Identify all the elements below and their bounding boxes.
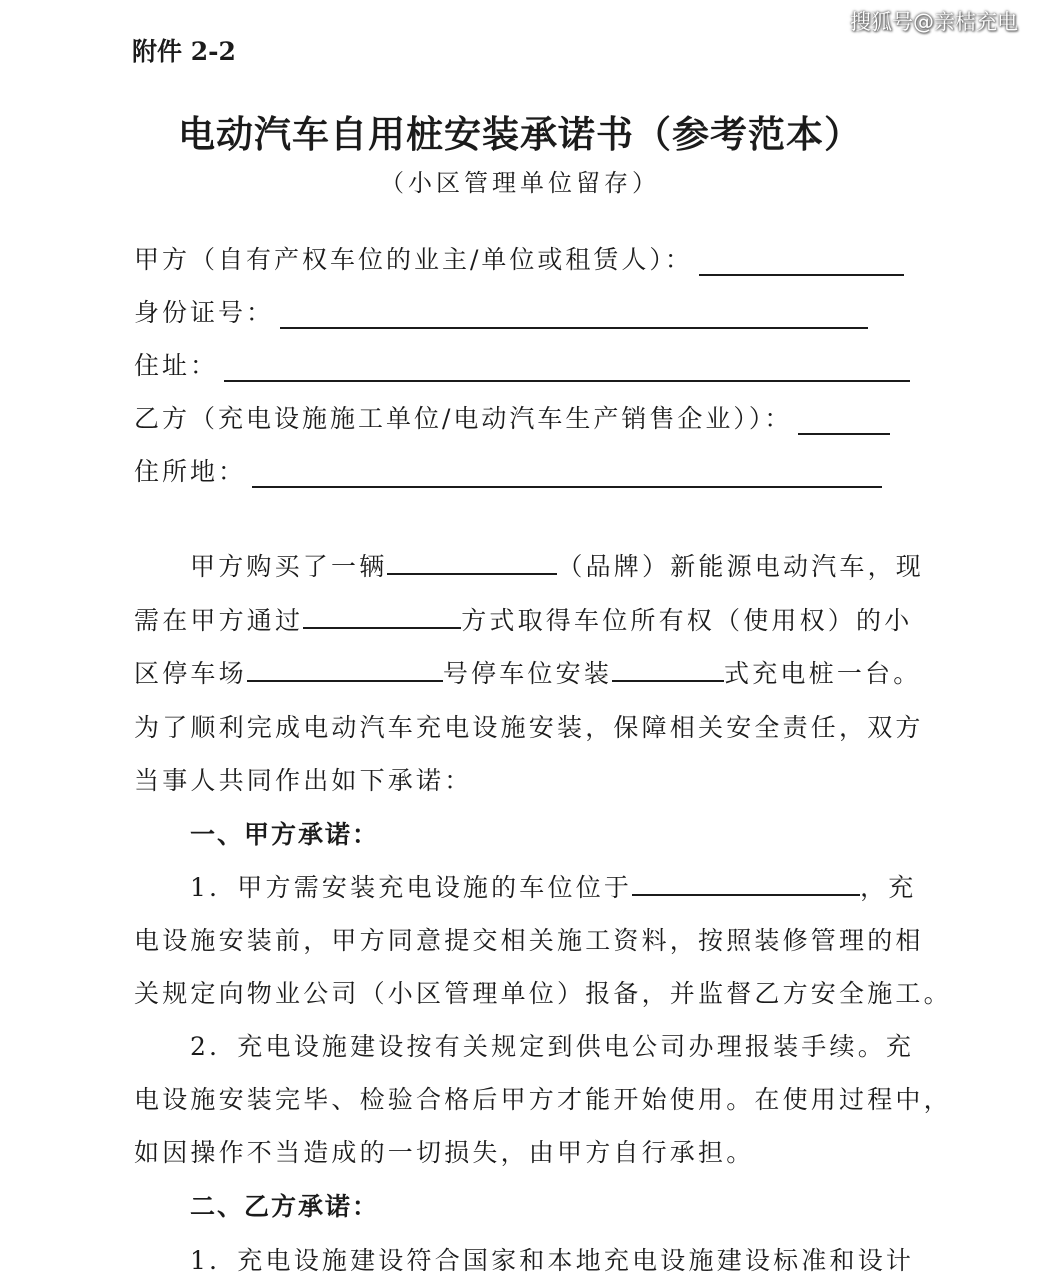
intro-text: 需在甲方通过 [134,606,304,635]
party-b-blank[interactable] [798,409,890,435]
intro-text: （品牌）新能源电动汽车，现 [557,552,925,581]
document-title: 电动汽车自用桩安装承诺书（参考范本） [178,112,862,156]
party-a-field [134,240,904,276]
section-b-heading: 二、乙方承诺： [190,1192,380,1221]
id-number-label: 身份证号： [134,298,275,327]
a2-line-2: 电设施安装完毕、检验合格后甲方才能开始使用。在使用过程中， [134,1085,952,1114]
party-a-label: 甲方（自有产权车位的业主/单位或租赁人）： [134,245,693,274]
intro-line-2 [134,601,913,637]
address-blank[interactable] [224,356,910,382]
intro-text: 区停车场 [134,659,247,688]
party-b-label: 乙方（充电设施施工单位/电动汽车生产销售企业））： [134,404,793,433]
party-a-blank[interactable] [699,250,904,276]
watermark: 搜狐号@亲桔充电 [850,10,1018,34]
a1-line-3: 关规定向物业公司（小区管理单位）报备，并监督乙方安全施工。 [134,979,952,1008]
intro-text: 式充电桩一台。 [724,659,922,688]
charger-type-blank[interactable] [612,658,724,682]
space-location-blank[interactable] [632,872,860,896]
method-blank[interactable] [303,605,461,629]
document-subtitle: （小区管理单位留存） [380,169,660,197]
a1-line-1 [190,868,917,904]
a1-text: 1．甲方需安装充电设施的车位位于 [190,873,633,902]
brand-blank[interactable] [387,551,557,575]
intro-line-3 [134,654,922,690]
a2-line-3: 如因操作不当造成的一切损失，由甲方自行承担。 [134,1138,755,1167]
a2-line-1: 2．充电设施建设按有关规定到供电公司办理报装手续。充 [190,1032,915,1061]
id-number-blank[interactable] [280,303,868,329]
attachment-label: 附件 2-2 [132,37,236,66]
party-b-field [134,399,890,435]
domicile-label: 住所地： [134,457,247,486]
section-a-heading: 一、甲方承诺： [190,820,380,849]
address-label: 住址： [134,351,219,380]
b1-line-1: 1．充电设施建设符合国家和本地充电设施建设标准和设计 [190,1246,915,1275]
intro-text: 甲方购买了一辆 [190,552,388,581]
a1-text: ，充 [860,873,917,902]
intro-line-5: 当事人共同作出如下承诺： [134,766,473,795]
intro-text: 方式取得车位所有权（使用权）的小 [461,606,913,635]
space-number-blank[interactable] [247,658,443,682]
address-field [134,346,910,382]
domicile-blank[interactable] [252,462,882,488]
intro-line-4: 为了顺利完成电动汽车充电设施安装，保障相关安全责任，双方 [134,713,924,742]
a1-line-2: 电设施安装前，甲方同意提交相关施工资料，按照装修管理的相 [134,926,924,955]
intro-text: 号停车位安装 [442,659,613,688]
intro-line-1 [190,547,925,583]
id-number-field [134,293,868,329]
domicile-field [134,452,882,488]
